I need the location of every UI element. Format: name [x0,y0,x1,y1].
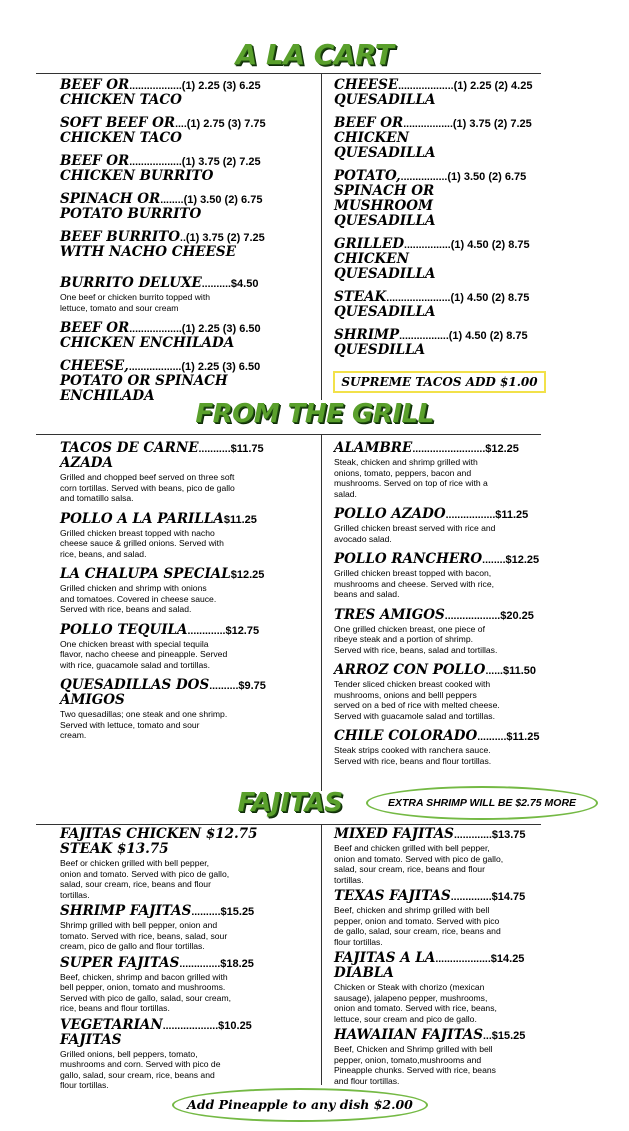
list-item: ARROZ CON POLLO ...... $11.50 Tender sliced chicken breast cooked with mushrooms, onions and belll peppers served on a bed of rice with melted cheese. Served with guacamole salad and tortillas. [334,662,536,721]
list-item: SHRIMP ................. (1) 4.50 (2) 8.75 QUESDILLA [334,327,528,358]
list-item: ALAMBRE ......................... $12.25 Steak, chicken and shrimp grilled with onions, tomato, peppers, bacon and mushrooms. Served on top of rice with a salad. [334,440,519,499]
list-item: POLLO TEQUILA ............. $12.75 One chicken breast with special tequila flavor, nacho cheese and pineapple. Served with rice, guacamole salad and tortillas. [60,621,260,670]
grill-left-column [60,441,315,749]
section-title-fajitas: FAJITAS [237,788,343,818]
fajitas-left-column [60,827,315,1099]
divider [36,824,541,825]
supreme-tacos-note: SUPREME TACOS ADD $1.00 [333,371,546,393]
section-title-from-the-grill: FROM THE GRILL [195,399,434,429]
grill-right-column [334,441,549,774]
list-item: TRES AMIGOS ................... $20.25 One grilled chicken breast, one piece of ribeye steak and a portion of shrimp. Served with rice, beans, salad and tortillas. [334,606,534,655]
list-item: SOFT BEEF OR .... (1) 2.75 (3) 7.75 CHICKEN TACO [60,115,266,146]
list-item: BEEF OR ................. (1) 3.75 (2) 7.25 CHICKEN QUESADILLA [334,115,532,161]
list-item: CHEESE, .................. (1) 2.25 (3) 6.50 POTATO OR SPINACH ENCHILADA [60,358,261,404]
list-item: BEEF OR .................. (1) 2.25 (3) 6.50 CHICKEN ENCHILADA [60,320,261,351]
list-item: POTATO, ................ (1) 3.50 (2) 6.75 SPINACH OR MUSHROOM QUESADILLA [334,168,527,229]
list-item: CHEESE ................... (1) 2.25 (2) 4.25 QUESADILLA [334,77,533,108]
divider [36,434,541,435]
list-item: BEEF BURRITO .. (1) 3.75 (2) 7.25 WITH NACHO CHEESE [60,229,265,260]
list-item: HAWAIIAN FAJITAS ... $15.25 Beef, Chicken and Shrimp grilled with bell pepper, onion, tomato,mushrooms and Pineapple chunks. Served with rice, beans and flour tortillas. [334,1027,526,1086]
pineapple-note: Add Pineapple to any dish $2.00 [172,1088,428,1122]
list-item: SUPER FAJITAS .............. $18.25 Beef, chicken, shrimp and bacon grilled with bell pepper, onion, tomato and mushrooms. Served with pico de gallo, salad, sour cream, rice, beans and flour tortillas. [60,954,254,1013]
column-divider [321,435,322,791]
list-item: BURRITO DELUXE .......... $4.50 One beef or chicken burrito topped with lettuce, tomato and sour cream [60,275,259,313]
a-la-cart-left-column [60,78,315,412]
list-item: QUESADILLAS DOS .......... $9.75 AMIGOS Two quesadillas; one steak and one shrimp. Served with lettuce, tomato and sour cream. [60,677,266,740]
list-item: FAJITAS A LA ................... $14.25 DIABLA Chicken or Steak with chorizo (mexican sausage), jalapeno pepper, mushrooms, onion and tomato. Served with rice, beans, lettuce, sour cream and pico de gallo. [334,950,525,1024]
list-item: BEEF OR .................. (1) 2.25 (3) 6.25 CHICKEN TACO [60,77,261,108]
divider [36,73,541,74]
list-item: CHILE COLORADO .......... $11.25 Steak strips cooked with ranchera sauce. Served with rice, beans and flour tortillas. [334,728,540,766]
list-item: SPINACH OR ........ (1) 3.50 (2) 6.75 POTATO BURRITO [60,191,263,222]
list-item: FAJITAS CHICKEN $12.75 STEAK $13.75 Beef or chicken grilled with bell pepper, onion and tomato. Served with pico de gallo, salad, sour cream, rice, beans and flour tortillas. [60,826,258,900]
list-item: GRILLED ................ (1) 4.50 (2) 8.75 CHICKEN QUESADILLA [334,236,530,282]
list-item: POLLO A LA PARILLA $11.25 Grilled chicken breast topped with nacho cheese sauce & grilled onions. Served with rice, beans, and salad. [60,510,257,559]
section-title-a-la-cart: A LA CART [235,38,394,71]
column-divider [321,825,322,1085]
list-item: POLLO AZADO ................. $11.25 Grilled chicken breast served with rice and avocado salad. [334,506,529,544]
list-item: VEGETARIAN ................... $10.25 FAJITAS Grilled onions, bell peppers, tomato, mushrooms and corn. Served with pico de gallo, salad, sour cream, rice, beans and flour tortillas. [60,1016,252,1090]
list-item: TEXAS FAJITAS .............. $14.75 Beef, chicken and shrimp grilled with bell pepper, onion and tomato. Served with pico de gallo, salad, sour cream, rice, beans and flour tortillas. [334,888,526,947]
list-item: STEAK ...................... (1) 4.50 (2) 8.75 QUESADILLA [334,289,530,320]
list-item: LA CHALUPA SPECIAL $12.25 Grilled chicken and shrimp with onions and tomatoes. Covered in cheese sauce. Served with rice, beans and salad. [60,566,265,614]
list-item: POLLO RANCHERO ........ $12.25 Grilled chicken breast topped with bacon, mushrooms and cheese. Served with rice, beans and salad. [334,551,540,599]
fajitas-right-column [334,827,549,1094]
column-divider [321,74,322,400]
list-item: BEEF OR .................. (1) 3.75 (2) 7.25 CHICKEN BURRITO [60,153,261,184]
list-item: MIXED FAJITAS ............. $13.75 Beef and chicken grilled with bell pepper, onion and tomato. Served with pico de gallo, salad, sour cream, rice, beans and flour tortillas. [334,826,526,885]
extra-shrimp-note: EXTRA SHRIMP WILL BE $2.75 MORE [366,786,598,820]
list-item: SHRIMP FAJITAS .......... $15.25 Shrimp grilled with bell pepper, onion and tomato. Served with rice, beans, salad, sour cream, pico de gallo and flour tortillas. [60,903,255,951]
a-la-cart-right-column [334,78,549,366]
list-item: TACOS DE CARNE ........... $11.75 AZADA Grilled and chopped beef served on three soft corn tortillas. Served with beans, pico de gallo and tomatillo salsa. [60,440,264,503]
